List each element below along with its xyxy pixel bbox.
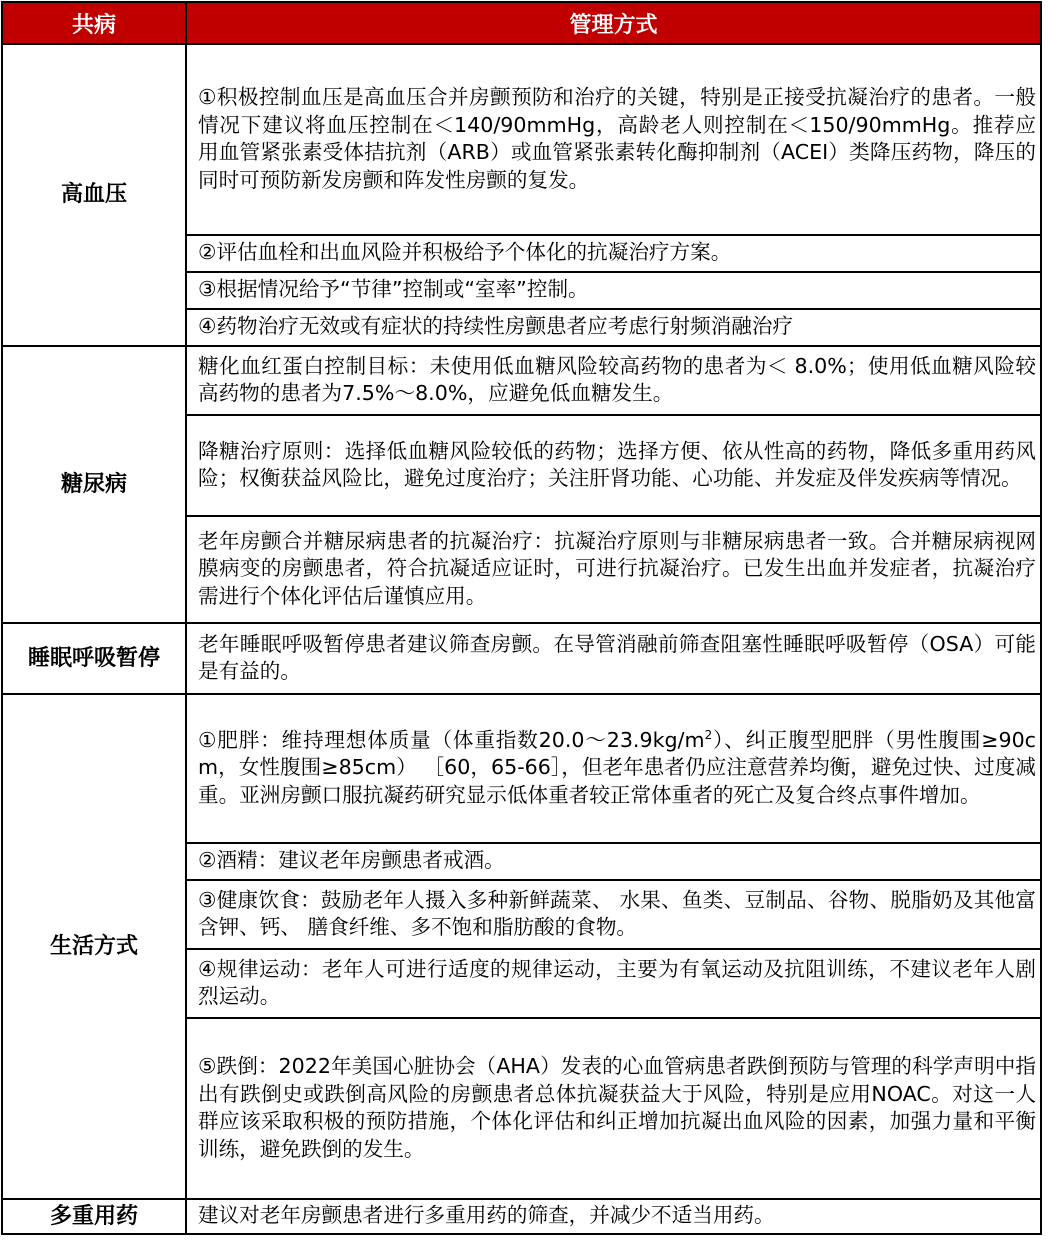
obesity-superscript: 2 xyxy=(704,727,713,742)
lifestyle-item-falls: ⑤跌倒：2022年美国心脏协会（AHA）发表的心血管病患者跌倒预防与管理的科学声明中指出有跌倒史或跌倒高风险的房颤患者总体抗凝获益大于风险，特别是应用NOAC。对这一人群应该采取积极的预防措施，个体化评估和纠正增加抗凝出血风险的因素，加强力量和平衡训练，避免跌倒的发生。 xyxy=(186,1018,1041,1199)
diabetes-item-2: 降糖治疗原则：选择低血糖风险较低的药物；选择方便、依从性高的药物，降低多重用药风险；权衡获益风险比，避免过度治疗；关注肝肾功能、心功能、并发症及伴发疾病等情况。 xyxy=(186,415,1041,516)
lifestyle-item-alcohol: ②酒精：建议老年房颤患者戒酒。 xyxy=(186,843,1041,880)
lifestyle-item-obesity xyxy=(186,694,1041,843)
hypertension-item-1: ①积极控制血压是高血压合并房颤预防和治疗的关键，特别是正接受抗凝治疗的患者。一般情况下建议将血压控制在＜140/90mmHg，高龄老人则控制在＜150/90mmHg。推荐应用血管紧张素受体拮抗剂（ARB）或血管紧张素转化酶抑制剂（ACEI）类降压药物，降压的同时可预防新发房颤和阵发性房颤的复发。 xyxy=(186,44,1041,235)
table-row xyxy=(2,44,1041,235)
header-row xyxy=(2,2,1041,44)
obesity-text-before: ①肥胖：维持理想体质量（体重指数20.0～23.9kg/m xyxy=(198,727,705,752)
hypertension-item-2: ②评估血栓和出血风险并积极给予个体化的抗凝治疗方案。 xyxy=(186,235,1041,272)
comorbidity-management-table xyxy=(1,1,1042,1235)
hypertension-item-3: ③根据情况给予“节律”控制或“室率”控制。 xyxy=(186,272,1041,309)
table-row xyxy=(2,694,1041,843)
table-row xyxy=(2,1199,1041,1234)
table-row xyxy=(2,623,1041,694)
diabetes-item-3: 老年房颤合并糖尿病患者的抗凝治疗：抗凝治疗原则与非糖尿病患者一致。合并糖尿病视网膜病变的房颤患者，符合抗凝适应证时，可进行抗凝治疗。已发生出血并发症者，抗凝治疗需进行个体化评估后谨慎应用。 xyxy=(186,516,1041,623)
lifestyle-item-diet: ③健康饮食：鼓励老年人摄入多种新鲜蔬菜、 水果、鱼类、豆制品、谷物、脱脂奶及其他富含钾、钙、 膳食纤维、多不饱和脂肪酸的食物。 xyxy=(186,880,1041,949)
header-management: 管理方式 xyxy=(186,2,1041,44)
category-lifestyle: 生活方式 xyxy=(2,694,186,1199)
table-row xyxy=(2,346,1041,415)
obesity-text-after: ）、纠正腹型肥胖（男性腹围≥90cm，女性腹围≥85cm） ［60，65-66］，但老年患者仍应注意营养均衡，避免过快、过度减重。亚洲房颤口服抗凝药研究显示低体重者较正常体重者的死亡及复合终点事件增加。 xyxy=(198,727,1036,807)
category-diabetes: 糖尿病 xyxy=(2,346,186,623)
lifestyle-item-exercise: ④规律运动：老年人可进行适度的规律运动，主要为有氧运动及抗阻训练，不建议老年人剧烈运动。 xyxy=(186,949,1041,1018)
hypertension-item-4: ④药物治疗无效或有症状的持续性房颤患者应考虑行射频消融治疗 xyxy=(186,309,1041,346)
header-comorbidity: 共病 xyxy=(2,2,186,44)
category-sleep-apnea: 睡眠呼吸暂停 xyxy=(2,623,186,694)
category-hypertension: 高血压 xyxy=(2,44,186,346)
polypharmacy-item-1: 建议对老年房颤患者进行多重用药的筛查，并减少不适当用药。 xyxy=(186,1199,1041,1234)
diabetes-item-1: 糖化血红蛋白控制目标：未使用低血糖风险较高药物的患者为＜ 8.0%；使用低血糖风险较高药物的患者为7.5%～8.0%，应避免低血糖发生。 xyxy=(186,346,1041,415)
category-polypharmacy: 多重用药 xyxy=(2,1199,186,1234)
sleep-apnea-item-1: 老年睡眠呼吸暂停患者建议筛查房颤。在导管消融前筛查阻塞性睡眠呼吸暂停（OSA）可能是有益的。 xyxy=(186,623,1041,694)
